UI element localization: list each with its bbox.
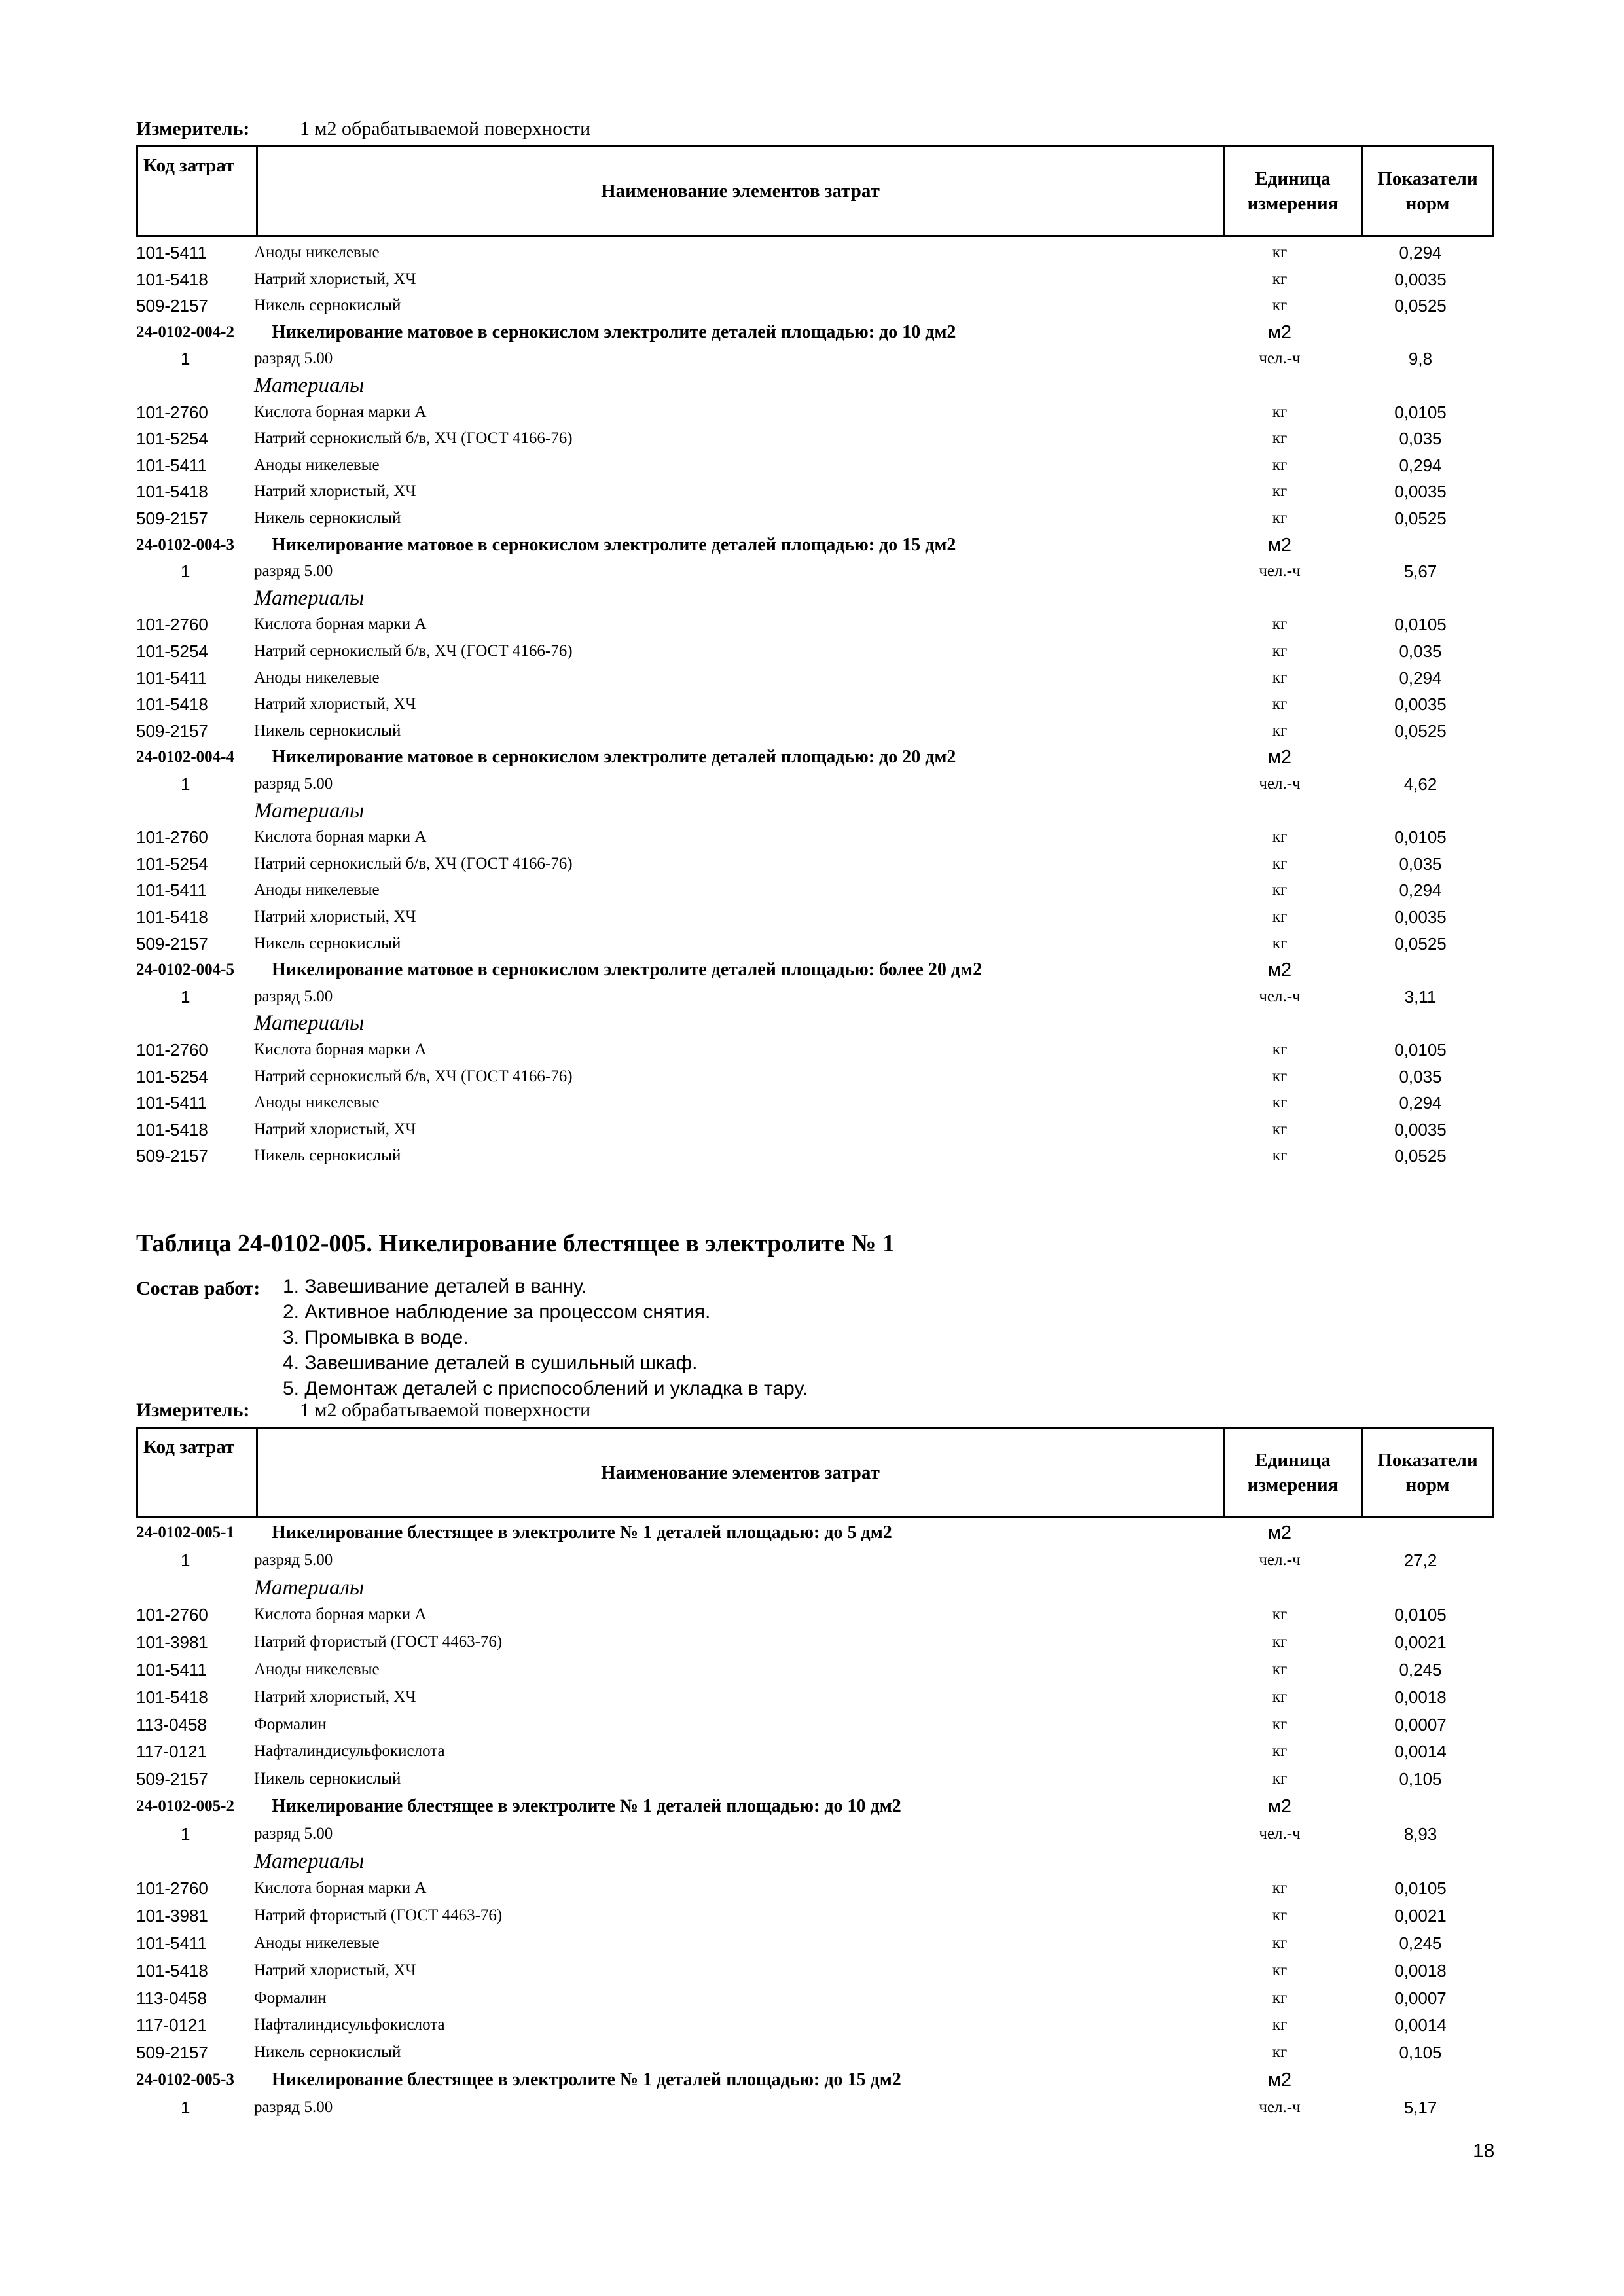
meter-label: Измеритель:: [136, 118, 250, 139]
value-cell: 0,0014: [1394, 1742, 1447, 1762]
material-name: Кислота борная марки А: [254, 1605, 427, 1624]
meter-value: 1 м2 обрабатываемой поверхности: [300, 1399, 591, 1421]
table-row: [0, 824, 1624, 850]
table-row: [0, 1010, 1624, 1036]
material-name: Натрий фтористый (ГОСТ 4463-76): [254, 1633, 503, 1651]
unit-cell: м2: [1267, 2070, 1292, 2090]
material-code: 509-2157: [136, 1769, 208, 1789]
value-cell: 0,0021: [1394, 1906, 1447, 1926]
meter-label: Измеритель:: [136, 1399, 250, 1421]
labor-name: разряд 5.00: [254, 1551, 333, 1569]
material-code: 101-5418: [136, 269, 208, 289]
table-row: [0, 691, 1624, 717]
value-cell: 0,245: [1399, 1933, 1442, 1953]
value-cell: 0,0105: [1394, 827, 1447, 848]
material-name: Натрий хлористый, ХЧ: [254, 270, 416, 288]
material-code: 101-5418: [136, 1960, 208, 1981]
norm-code: 24-0102-004-4: [136, 748, 234, 766]
norm-code: 24-0102-004-3: [136, 535, 234, 554]
norm-title: Никелирование блестящее в электролите № 1 деталей площадью: до 10 дм2: [272, 1796, 901, 1816]
unit-cell: кг: [1272, 1742, 1288, 1761]
table-row: [0, 744, 1624, 770]
value-cell: 0,0525: [1394, 721, 1447, 741]
material-name: Никель сернокислый: [254, 509, 401, 527]
table-row: [0, 1712, 1624, 1738]
work-item: 2. Активное наблюдение за процессом снятия.: [283, 1301, 711, 1323]
value-cell: 0,294: [1399, 243, 1442, 262]
material-name: Натрий сернокислый б/в, ХЧ (ГОСТ 4166-76): [254, 642, 573, 660]
unit-cell: кг: [1272, 1907, 1288, 1925]
work-composition-list: [283, 1274, 808, 1401]
work-item: 3. Промывка в воде.: [283, 1327, 469, 1348]
unit-cell: кг: [1272, 908, 1288, 925]
value-cell: 0,0105: [1394, 402, 1447, 422]
value-cell: 9,8: [1408, 349, 1433, 369]
material-code: 101-3981: [136, 1632, 208, 1653]
value-cell: 0,0525: [1394, 933, 1447, 954]
material-code: 101-5411: [136, 880, 207, 901]
unit-cell: кг: [1272, 1120, 1288, 1138]
value-cell: 5,67: [1403, 562, 1437, 582]
unit-cell: м2: [1267, 960, 1292, 981]
table-row: [0, 1766, 1624, 1792]
table-row: [0, 1821, 1624, 1847]
unit-cell: кг: [1272, 854, 1288, 872]
materials-heading: Материалы: [254, 1011, 365, 1035]
norm-title: Никелирование матовое в сернокислом электролите деталей площадью: до 20 дм2: [272, 747, 956, 768]
value-cell: 0,0035: [1394, 1119, 1447, 1139]
materials-heading: Материалы: [254, 1849, 365, 1873]
labor-code: 1: [181, 349, 190, 369]
unit-cell: кг: [1272, 881, 1288, 899]
labor-name: разряд 5.00: [254, 775, 333, 793]
norm-code: 24-0102-004-2: [136, 323, 234, 341]
material-code: 509-2157: [136, 509, 208, 528]
value-cell: 4,62: [1403, 774, 1437, 794]
meter-value: 1 м2 обрабатываемой поверхности: [300, 118, 591, 139]
unit-cell: кг: [1272, 1605, 1288, 1624]
header-unit: Единица измерения: [1224, 1428, 1362, 1518]
material-code: 101-5418: [136, 694, 208, 715]
table-row: [0, 240, 1624, 266]
material-name: Натрий сернокислый б/в, ХЧ (ГОСТ 4166-76): [254, 429, 573, 448]
material-code: 509-2157: [136, 933, 208, 954]
material-name: Аноды никелевые: [254, 243, 380, 261]
table-title: Таблица 24-0102-005. Никелирование блестящее в электролите № 1: [136, 1230, 895, 1257]
labor-name: разряд 5.00: [254, 2098, 333, 2116]
material-code: 101-5254: [136, 429, 208, 449]
material-name: Аноды никелевые: [254, 456, 380, 474]
table-row: [0, 1875, 1624, 1901]
value-cell: 0,105: [1399, 1769, 1442, 1789]
header-code: Код затрат: [137, 1428, 257, 1518]
material-code: 101-5254: [136, 641, 208, 661]
unit-cell: кг: [1272, 1633, 1288, 1651]
material-code: 101-5411: [136, 1933, 207, 1953]
table-row: [0, 1930, 1624, 1956]
unit-cell: кг: [1272, 1687, 1288, 1706]
material-code: 101-2760: [136, 1878, 208, 1899]
work-item: 1. Завешивание деталей в ванну.: [283, 1276, 587, 1297]
material-code: 101-5411: [136, 243, 207, 262]
material-name: Натрий хлористый, ХЧ: [254, 1120, 416, 1138]
material-name: Натрий хлористый, ХЧ: [254, 1961, 416, 1979]
material-code: 117-0121: [136, 1742, 207, 1762]
value-cell: 0,0035: [1394, 269, 1447, 289]
table-row: [0, 984, 1624, 1010]
value-cell: 0,0018: [1394, 1687, 1447, 1707]
value-cell: 0,0525: [1394, 296, 1447, 316]
labor-code: 1: [181, 2097, 190, 2117]
value-cell: 0,294: [1399, 455, 1442, 475]
labor-name: разряд 5.00: [254, 1824, 333, 1842]
material-code: 101-5411: [136, 455, 207, 475]
table-row: [0, 2067, 1624, 2093]
unit-cell: чел.-ч: [1259, 1551, 1301, 1569]
material-code: 101-5411: [136, 1093, 207, 1113]
table-row: [0, 638, 1624, 664]
materials-heading: Материалы: [254, 586, 365, 610]
table-header-top: [136, 145, 1494, 237]
work-item: 5. Демонтаж деталей с приспособлений и укладка в тару.: [283, 1378, 808, 1399]
unit-cell: кг: [1272, 642, 1288, 660]
header-name: Наименование элементов затрат: [257, 147, 1224, 236]
unit-cell: кг: [1272, 2016, 1288, 2034]
material-name: Натрий хлористый, ХЧ: [254, 482, 416, 501]
unit-cell: кг: [1272, 296, 1288, 315]
header-values: Показатели норм: [1362, 147, 1494, 236]
value-cell: 0,0035: [1394, 907, 1447, 927]
labor-code: 1: [181, 1550, 190, 1570]
table-row: [0, 1575, 1624, 1601]
value-cell: 0,294: [1399, 1093, 1442, 1113]
value-cell: 0,035: [1399, 641, 1442, 661]
table-row: [0, 2039, 1624, 2066]
table-row: [0, 532, 1624, 558]
material-code: 101-5418: [136, 482, 208, 502]
value-cell: 0,0035: [1394, 694, 1447, 715]
unit-cell: кг: [1272, 934, 1288, 952]
table-row: [0, 293, 1624, 319]
value-cell: 0,0105: [1394, 1040, 1447, 1060]
material-name: Натрий сернокислый б/в, ХЧ (ГОСТ 4166-76): [254, 1067, 573, 1085]
table-row: [0, 665, 1624, 691]
material-code: 509-2157: [136, 296, 208, 316]
unit-cell: чел.-ч: [1259, 350, 1301, 368]
unit-cell: кг: [1272, 1094, 1288, 1112]
unit-cell: м2: [1267, 1796, 1292, 1817]
unit-cell: чел.-ч: [1259, 775, 1301, 793]
material-name: Нафталиндисульфокислота: [254, 1742, 445, 1761]
table-row: [0, 1629, 1624, 1655]
table-row: [0, 346, 1624, 372]
norm-code: 24-0102-004-5: [136, 961, 234, 979]
value-cell: 27,2: [1403, 1550, 1437, 1570]
value-cell: 0,294: [1399, 880, 1442, 901]
unit-cell: м2: [1267, 534, 1292, 556]
material-name: Никель сернокислый: [254, 1770, 401, 1788]
value-cell: 0,035: [1399, 429, 1442, 449]
labor-name: разряд 5.00: [254, 987, 333, 1005]
material-name: Кислота борная марки А: [254, 403, 427, 421]
unit-cell: кг: [1272, 1067, 1288, 1085]
table-row: [0, 1958, 1624, 1984]
value-cell: 0,0018: [1394, 1960, 1447, 1981]
value-cell: 0,0021: [1394, 1632, 1447, 1653]
unit-cell: чел.-ч: [1259, 1824, 1301, 1842]
header-values: Показатели норм: [1362, 1428, 1494, 1518]
unit-cell: кг: [1272, 721, 1288, 740]
table-row: [0, 319, 1624, 346]
material-name: Никель сернокислый: [254, 296, 401, 315]
table-row: [0, 1117, 1624, 1143]
unit-cell: кг: [1272, 509, 1288, 527]
material-code: 101-2760: [136, 615, 208, 635]
page-number: 18: [1473, 2140, 1495, 2162]
material-name: Натрий хлористый, ХЧ: [254, 1687, 416, 1706]
table-row: [0, 851, 1624, 877]
unit-cell: кг: [1272, 1770, 1288, 1788]
material-code: 101-5418: [136, 1119, 208, 1139]
work-item: 4. Завешивание деталей в сушильный шкаф.: [283, 1352, 698, 1374]
material-name: Формалин: [254, 1715, 327, 1733]
labor-code: 1: [181, 1823, 190, 1844]
value-cell: 0,105: [1399, 2043, 1442, 2063]
value-cell: 0,0014: [1394, 2015, 1447, 2036]
table-row: [0, 1793, 1624, 1820]
material-code: 101-5254: [136, 853, 208, 874]
material-name: Аноды никелевые: [254, 1660, 380, 1678]
table-row: [0, 399, 1624, 425]
unit-cell: кг: [1272, 668, 1288, 687]
material-code: 101-5411: [136, 668, 207, 688]
unit-cell: чел.-ч: [1259, 562, 1301, 581]
value-cell: 0,0007: [1394, 1988, 1447, 2008]
labor-name: разряд 5.00: [254, 562, 333, 581]
meter-line-bottom: [136, 1399, 590, 1422]
value-cell: 0,0105: [1394, 1605, 1447, 1625]
material-name: Аноды никелевые: [254, 881, 380, 899]
table-row: [0, 266, 1624, 293]
materials-heading: Материалы: [254, 374, 365, 397]
material-name: Натрий хлористый, ХЧ: [254, 695, 416, 713]
material-code: 101-3981: [136, 1906, 208, 1926]
unit-cell: кг: [1272, 1041, 1288, 1058]
materials-heading: Материалы: [254, 1575, 365, 1600]
table-row: [0, 931, 1624, 957]
table-row: [0, 1090, 1624, 1116]
table-row: [0, 1903, 1624, 1929]
norm-code: 24-0102-005-1: [136, 1524, 234, 1541]
table-row: [0, 1848, 1624, 1874]
norm-title: Никелирование матовое в сернокислом электролите деталей площадью: до 15 дм2: [272, 534, 956, 555]
value-cell: 0,294: [1399, 668, 1442, 688]
value-cell: 0,0007: [1394, 1714, 1447, 1734]
unit-cell: кг: [1272, 1988, 1288, 2007]
material-name: Натрий сернокислый б/в, ХЧ (ГОСТ 4166-76): [254, 854, 573, 872]
unit-cell: кг: [1272, 1715, 1288, 1733]
unit-cell: чел.-ч: [1259, 2098, 1301, 2116]
material-code: 101-2760: [136, 1040, 208, 1060]
norm-title: Никелирование блестящее в электролите № 1 деталей площадью: до 5 дм2: [272, 1522, 892, 1543]
table-header-bottom: [136, 1427, 1494, 1518]
header-code: Код затрат: [137, 147, 257, 236]
norm-code: 24-0102-005-2: [136, 1797, 234, 1815]
material-name: Формалин: [254, 1988, 327, 2007]
unit-cell: кг: [1272, 1147, 1288, 1165]
material-code: 101-5254: [136, 1066, 208, 1086]
material-name: Нафталиндисульфокислота: [254, 2016, 445, 2034]
table-row: [0, 372, 1624, 399]
material-name: Аноды никелевые: [254, 668, 380, 687]
labor-code: 1: [181, 562, 190, 582]
material-name: Никель сернокислый: [254, 1147, 401, 1165]
unit-cell: кг: [1272, 403, 1288, 421]
value-cell: 0,035: [1399, 853, 1442, 874]
value-cell: 0,0035: [1394, 482, 1447, 502]
material-name: Кислота борная марки А: [254, 828, 427, 846]
unit-cell: кг: [1272, 1961, 1288, 1979]
table-row: [0, 1037, 1624, 1063]
material-code: 101-2760: [136, 1605, 208, 1625]
material-code: 101-5411: [136, 1660, 207, 1679]
value-cell: 0,0105: [1394, 615, 1447, 635]
table-row: [0, 1738, 1624, 1765]
material-name: Никель сернокислый: [254, 934, 401, 952]
work-composition-label: Состав работ:: [136, 1278, 261, 1299]
material-code: 509-2157: [136, 2043, 208, 2063]
table-row: [0, 718, 1624, 744]
material-name: Натрий фтористый (ГОСТ 4463-76): [254, 1907, 503, 1925]
table-row: [0, 957, 1624, 983]
materials-heading: Материалы: [254, 798, 365, 823]
unit-cell: кг: [1272, 2043, 1288, 2062]
table-row: [0, 1657, 1624, 1683]
labor-code: 1: [181, 986, 190, 1007]
material-name: Кислота борная марки А: [254, 1879, 427, 1897]
table-row: [0, 425, 1624, 452]
value-cell: 0,0525: [1394, 1146, 1447, 1166]
labor-name: разряд 5.00: [254, 350, 333, 368]
value-cell: 5,17: [1403, 2097, 1437, 2117]
material-code: 101-2760: [136, 402, 208, 422]
labor-code: 1: [181, 774, 190, 794]
table-row: [0, 1602, 1624, 1628]
table-row: [0, 1143, 1624, 1169]
norm-title: Никелирование блестящее в электролите № 1 деталей площадью: до 15 дм2: [272, 2070, 901, 2090]
norm-code: 24-0102-005-3: [136, 2071, 234, 2089]
unit-cell: кг: [1272, 615, 1288, 634]
unit-cell: кг: [1272, 482, 1288, 501]
table-row: [0, 798, 1624, 824]
unit-cell: чел.-ч: [1259, 987, 1301, 1005]
table-row: [0, 585, 1624, 611]
material-code: 117-0121: [136, 2015, 207, 2036]
material-code: 113-0458: [136, 1714, 207, 1734]
table-row: [0, 478, 1624, 505]
unit-cell: кг: [1272, 1879, 1288, 1897]
table-row: [0, 558, 1624, 584]
unit-cell: кг: [1272, 828, 1288, 846]
table-row: [0, 611, 1624, 637]
material-name: Аноды никелевые: [254, 1094, 380, 1112]
unit-cell: кг: [1272, 1934, 1288, 1952]
table-row: [0, 1985, 1624, 2011]
table-row: [0, 771, 1624, 797]
norm-title: Никелирование матовое в сернокислом электролите деталей площадью: более 20 дм2: [272, 960, 983, 980]
material-name: Кислота борная марки А: [254, 1041, 427, 1058]
unit-cell: м2: [1267, 321, 1292, 343]
header-unit: Единица измерения: [1224, 147, 1362, 236]
unit-cell: кг: [1272, 270, 1288, 288]
table-row: [0, 877, 1624, 903]
value-cell: 0,0525: [1394, 509, 1447, 528]
material-code: 101-2760: [136, 827, 208, 848]
unit-cell: кг: [1272, 243, 1288, 261]
table-row: [0, 452, 1624, 478]
material-name: Никель сернокислый: [254, 721, 401, 740]
header-name: Наименование элементов затрат: [257, 1428, 1224, 1518]
table-row: [0, 1064, 1624, 1090]
value-cell: 0,245: [1399, 1660, 1442, 1679]
table-row: [0, 1520, 1624, 1546]
material-name: Никель сернокислый: [254, 2043, 401, 2062]
material-name: Натрий хлористый, ХЧ: [254, 908, 416, 925]
table-row: [0, 2094, 1624, 2121]
value-cell: 0,035: [1399, 1066, 1442, 1086]
table-row: [0, 1547, 1624, 1573]
material-code: 509-2157: [136, 721, 208, 741]
material-code: 113-0458: [136, 1988, 207, 2008]
value-cell: 8,93: [1403, 1823, 1437, 1844]
unit-cell: м2: [1267, 747, 1292, 768]
material-code: 509-2157: [136, 1146, 208, 1166]
norm-title: Никелирование матовое в сернокислом электролите деталей площадью: до 10 дм2: [272, 321, 956, 342]
material-code: 101-5418: [136, 907, 208, 927]
value-cell: 0,0105: [1394, 1878, 1447, 1899]
table-row: [0, 505, 1624, 531]
table-row: [0, 2012, 1624, 2038]
value-cell: 3,11: [1404, 986, 1437, 1007]
unit-cell: кг: [1272, 695, 1288, 713]
material-name: Кислота борная марки А: [254, 615, 427, 634]
unit-cell: кг: [1272, 429, 1288, 448]
unit-cell: м2: [1267, 1522, 1292, 1543]
unit-cell: кг: [1272, 1660, 1288, 1678]
table-row: [0, 1684, 1624, 1710]
table-row: [0, 904, 1624, 930]
unit-cell: кг: [1272, 456, 1288, 474]
meter-line-top: [136, 118, 590, 140]
material-code: 101-5418: [136, 1687, 208, 1707]
material-name: Аноды никелевые: [254, 1934, 380, 1952]
